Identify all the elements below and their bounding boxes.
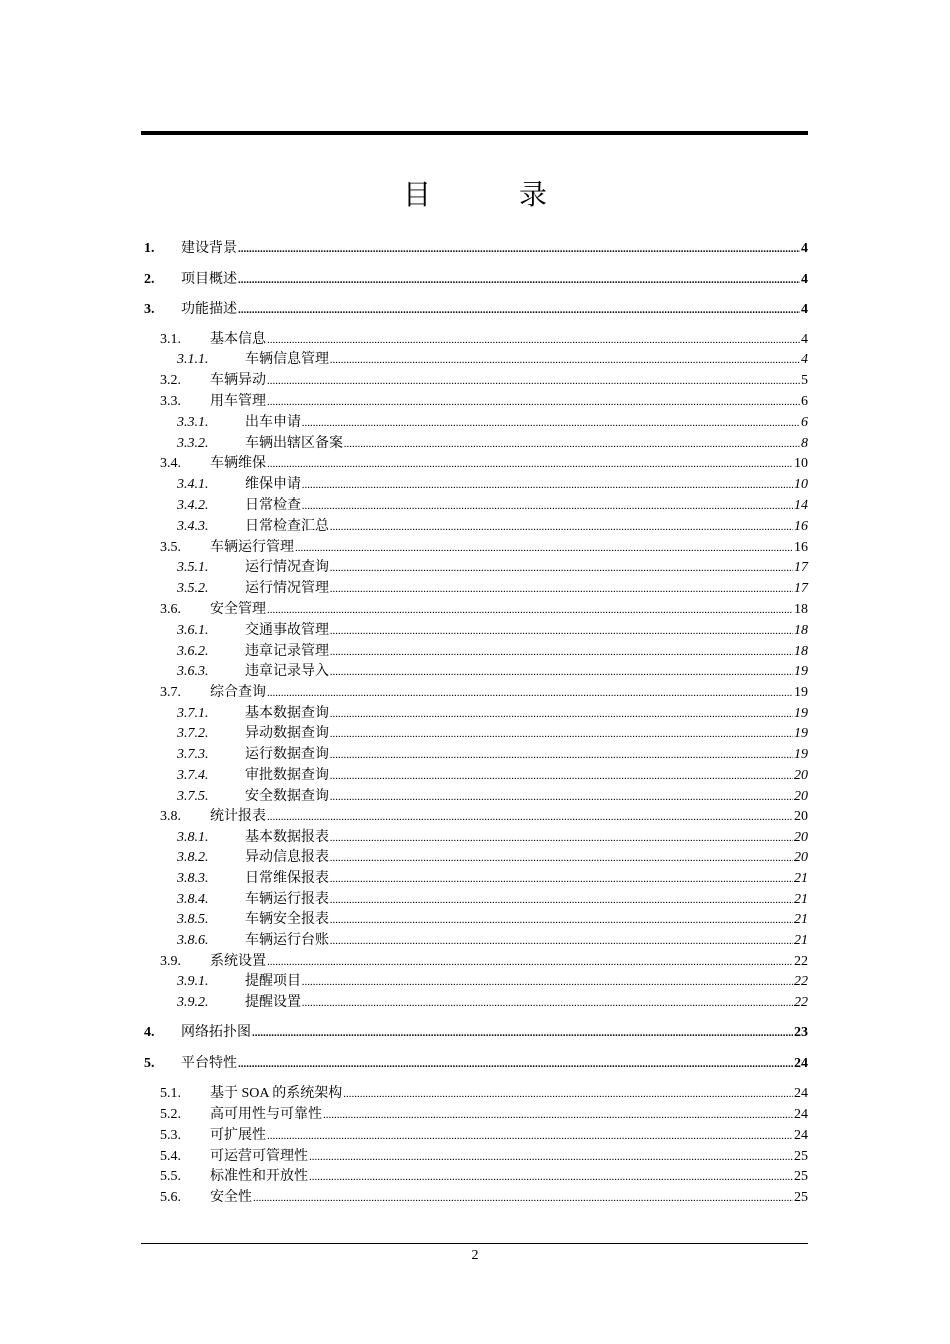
toc-entry-leader <box>343 1088 793 1100</box>
toc-entry-title: 车辆维保 <box>210 456 266 471</box>
toc-entry[interactable] <box>141 536 808 556</box>
toc-entry[interactable] <box>141 348 808 368</box>
toc-entry-title: 审批数据查询 <box>245 768 329 783</box>
toc-entry-page: 25 <box>794 1190 808 1205</box>
toc-entry-leader <box>267 1130 793 1142</box>
toc-entry-page: 23 <box>794 1025 808 1040</box>
toc-entry-number: 3.4.1. <box>177 477 209 492</box>
toc-entry[interactable] <box>141 702 808 722</box>
toc-entry-title: 可运营可管理性 <box>210 1149 308 1164</box>
toc-entry-title: 提醒项目 <box>245 974 301 989</box>
toc-entry[interactable] <box>141 722 808 742</box>
toc-entry[interactable] <box>141 494 808 514</box>
toc-entry-leader <box>330 832 793 844</box>
toc-entry-title: 提醒设置 <box>245 995 301 1010</box>
toc-entry-title: 功能描述 <box>181 302 237 317</box>
toc-entry-number: 3.8.6. <box>177 933 209 948</box>
toc-entry-title: 出车申请 <box>245 415 301 430</box>
toc-entry[interactable] <box>141 515 808 535</box>
toc-entry-leader <box>330 666 793 678</box>
toc-entry-number: 3.8. <box>160 809 181 824</box>
toc-entry-page: 22 <box>794 995 808 1010</box>
toc-entry-number: 3.7.1. <box>177 706 209 721</box>
toc-entry-leader <box>330 791 793 803</box>
toc-entry[interactable] <box>141 908 808 928</box>
toc-entry-leader <box>267 956 793 968</box>
toc-entry[interactable] <box>141 1145 808 1165</box>
toc-entry[interactable] <box>141 328 808 348</box>
toc-entry-page: 24 <box>794 1128 808 1143</box>
toc-entry-leader <box>344 438 800 450</box>
toc-entry-number: 3.4.3. <box>177 519 209 534</box>
toc-entry-leader <box>330 583 793 595</box>
toc-entry-page: 14 <box>794 498 808 513</box>
toc-entry-title: 基于 SOA 的系统架构 <box>210 1086 343 1101</box>
toc-entry-leader <box>330 562 793 574</box>
toc-entry[interactable] <box>141 556 808 576</box>
toc-entry-number: 3.4.2. <box>177 498 209 513</box>
toc-entry[interactable] <box>141 826 808 846</box>
toc-entry-title: 车辆运行管理 <box>210 540 294 555</box>
toc-entry-number: 5.2. <box>160 1107 181 1122</box>
toc-entry-number: 3.8.4. <box>177 892 209 907</box>
toc-entry-leader <box>302 976 793 988</box>
toc-entry[interactable] <box>141 268 808 288</box>
toc-entry-title: 可扩展性 <box>210 1128 266 1143</box>
toc-entry-number: 1. <box>144 241 155 256</box>
toc-entry[interactable] <box>141 432 808 452</box>
toc-entry-title: 日常检查汇总 <box>245 519 329 534</box>
toc-entry-page: 21 <box>794 871 808 886</box>
toc-entry-leader <box>238 304 800 316</box>
toc-entry[interactable] <box>141 452 808 472</box>
toc-entry[interactable] <box>141 764 808 784</box>
toc-entry-number: 3.5. <box>160 540 181 555</box>
toc-entry-leader <box>267 687 793 699</box>
toc-entry-page: 21 <box>794 892 808 907</box>
toc-entry[interactable] <box>141 681 808 701</box>
toc-entry-title: 项目概述 <box>181 272 237 287</box>
toc-entry-leader <box>253 1192 793 1204</box>
toc-entry-title: 车辆运行报表 <box>245 892 329 907</box>
toc-entry[interactable] <box>141 598 808 618</box>
toc-entry-number: 3. <box>144 302 155 317</box>
toc-entry-page: 16 <box>794 519 808 534</box>
toc-entry-title: 交通事故管理 <box>245 623 329 638</box>
toc-entry-number: 5.5. <box>160 1169 181 1184</box>
toc-entry-page: 6 <box>801 394 808 409</box>
toc-entry[interactable] <box>141 1103 808 1123</box>
toc-entry[interactable] <box>141 1186 808 1206</box>
toc-entry-number: 5.6. <box>160 1190 181 1205</box>
toc-entry-leader <box>330 354 800 366</box>
toc-entry-number: 5.3. <box>160 1128 181 1143</box>
page-title: 目 录 <box>402 180 577 211</box>
toc-entry[interactable] <box>141 970 808 990</box>
toc-entry-title: 异动数据查询 <box>245 726 329 741</box>
toc-entry[interactable] <box>141 805 808 825</box>
toc-entry-page: 10 <box>794 477 808 492</box>
toc-entry-page: 24 <box>794 1086 808 1101</box>
toc-entry-leader <box>238 1058 793 1070</box>
toc-entry-number: 3.8.2. <box>177 850 209 865</box>
toc-entry-title: 违章记录管理 <box>245 644 329 659</box>
toc-entry-page: 10 <box>794 456 808 471</box>
toc-entry[interactable] <box>141 743 808 763</box>
toc-entry[interactable] <box>141 390 808 410</box>
toc-entry[interactable] <box>141 929 808 949</box>
toc-entry-title: 网络拓扑图 <box>181 1025 251 1040</box>
toc-entry-leader <box>330 770 793 782</box>
toc-entry-page: 18 <box>794 644 808 659</box>
toc-entry-leader <box>252 1027 793 1039</box>
toc-entry-number: 3.6. <box>160 602 181 617</box>
toc-entry[interactable] <box>141 473 808 493</box>
toc-entry-number: 3.7. <box>160 685 181 700</box>
toc-entry-number: 3.2. <box>160 373 181 388</box>
toc-entry[interactable] <box>141 1021 808 1041</box>
toc-entry-leader <box>330 728 793 740</box>
toc-entry-leader <box>267 396 800 408</box>
toc-entry-title: 用车管理 <box>210 394 266 409</box>
toc-entry-leader <box>330 873 793 885</box>
toc-entry-leader <box>330 646 793 658</box>
toc-entry-page: 20 <box>794 789 808 804</box>
toc-entry-leader <box>330 935 793 947</box>
toc-entry-page: 17 <box>794 560 808 575</box>
toc-entry[interactable] <box>141 411 808 431</box>
toc-entry-title: 基本数据报表 <box>245 830 329 845</box>
toc-entry-page: 8 <box>801 436 808 451</box>
toc-entry-leader <box>267 811 793 823</box>
toc-entry-leader <box>309 1171 793 1183</box>
toc-entry-page: 22 <box>794 974 808 989</box>
toc-entry-number: 3.9.1. <box>177 974 209 989</box>
toc-entry-page: 6 <box>801 415 808 430</box>
page-number: 2 <box>471 1248 479 1263</box>
header-rule <box>141 131 808 135</box>
toc-entry-title: 运行数据查询 <box>245 747 329 762</box>
toc-entry-title: 统计报表 <box>210 809 266 824</box>
toc-entry-page: 17 <box>794 581 808 596</box>
toc-entry-title: 异动信息报表 <box>245 850 329 865</box>
toc-entry-leader <box>267 375 800 387</box>
toc-entry-number: 3.4. <box>160 456 181 471</box>
toc-entry[interactable] <box>141 1124 808 1144</box>
toc-entry-title: 基本信息 <box>210 332 266 347</box>
toc-entry-number: 3.3.1. <box>177 415 209 430</box>
toc-entry-page: 4 <box>801 241 808 256</box>
toc-entry-title: 车辆运行台账 <box>245 933 329 948</box>
toc-entry-number: 5.1. <box>160 1086 181 1101</box>
toc-entry-title: 运行情况管理 <box>245 581 329 596</box>
toc-entry-title: 安全管理 <box>210 602 266 617</box>
toc-entry-title: 运行情况查询 <box>245 560 329 575</box>
toc-entry-number: 5. <box>144 1056 155 1071</box>
toc-entry-title: 平台特性 <box>181 1056 237 1071</box>
toc-entry[interactable] <box>141 369 808 389</box>
toc-entry-number: 3.6.1. <box>177 623 209 638</box>
toc-entry-page: 19 <box>794 685 808 700</box>
toc-entry-page: 20 <box>794 809 808 824</box>
toc-entry-number: 3.8.3. <box>177 871 209 886</box>
toc-entry-page: 18 <box>794 623 808 638</box>
toc-entry-page: 21 <box>794 912 808 927</box>
toc-entry[interactable] <box>141 867 808 887</box>
toc-entry-page: 24 <box>794 1056 808 1071</box>
toc-entry-number: 3.9. <box>160 954 181 969</box>
toc-entry-title: 日常维保报表 <box>245 871 329 886</box>
toc-entry-leader <box>302 479 793 491</box>
toc-entry-leader <box>330 708 793 720</box>
toc-entry-number: 3.7.3. <box>177 747 209 762</box>
toc-entry[interactable] <box>141 237 808 257</box>
toc-entry-number: 3.3.2. <box>177 436 209 451</box>
toc-entry-number: 3.7.2. <box>177 726 209 741</box>
toc-entry-number: 5.4. <box>160 1149 181 1164</box>
toc-entry-leader <box>330 625 793 637</box>
toc-entry-page: 25 <box>794 1149 808 1164</box>
toc-entry-title: 违章记录导入 <box>245 664 329 679</box>
toc-entry-page: 19 <box>794 664 808 679</box>
toc-entry-page: 19 <box>794 706 808 721</box>
toc-entry-page: 16 <box>794 540 808 555</box>
toc-entry[interactable] <box>141 1052 808 1072</box>
toc-entry-title: 维保申请 <box>245 477 301 492</box>
toc-entry-page: 20 <box>794 768 808 783</box>
toc-entry-title: 高可用性与可靠性 <box>210 1107 322 1122</box>
toc-entry-number: 3.8.5. <box>177 912 209 927</box>
toc-entry-leader <box>267 334 800 346</box>
toc-entry-leader <box>267 458 793 470</box>
toc-entry-leader <box>330 521 793 533</box>
toc-entry-number: 3.8.1. <box>177 830 209 845</box>
toc-entry-page: 5 <box>801 373 808 388</box>
toc-entry-number: 3.6.2. <box>177 644 209 659</box>
toc-entry-leader <box>302 417 800 429</box>
toc-entry-page: 24 <box>794 1107 808 1122</box>
toc-entry-title: 车辆安全报表 <box>245 912 329 927</box>
toc-entry-title: 安全性 <box>210 1190 252 1205</box>
toc-entry-page: 20 <box>794 850 808 865</box>
toc-entry[interactable] <box>141 1165 808 1185</box>
toc-entry[interactable] <box>141 846 808 866</box>
toc-entry-number: 3.1.1. <box>177 352 209 367</box>
toc-entry-title: 建设背景 <box>181 241 237 256</box>
toc-entry-page: 25 <box>794 1169 808 1184</box>
toc-entry-page: 19 <box>794 726 808 741</box>
toc-entry[interactable] <box>141 577 808 597</box>
toc-entry-leader <box>330 852 793 864</box>
toc-entry-number: 2. <box>144 272 155 287</box>
toc-entry[interactable] <box>141 888 808 908</box>
toc-entry-leader <box>295 542 793 554</box>
toc-entry-leader <box>323 1109 793 1121</box>
toc-entry-title: 安全数据查询 <box>245 789 329 804</box>
toc-entry-title: 车辆出辖区备案 <box>245 436 343 451</box>
footer-rule <box>141 1243 808 1244</box>
toc-entry-title: 系统设置 <box>210 954 266 969</box>
toc-entry-leader <box>302 500 793 512</box>
toc-entry[interactable] <box>141 950 808 970</box>
toc-entry-leader <box>238 274 800 286</box>
toc-entry-number: 3.5.1. <box>177 560 209 575</box>
toc-entry[interactable] <box>141 660 808 680</box>
toc-entry-number: 3.9.2. <box>177 995 209 1010</box>
toc-entry[interactable] <box>141 640 808 660</box>
toc-entry-number: 3.1. <box>160 332 181 347</box>
toc-entry-leader <box>330 749 793 761</box>
toc-entry-page: 22 <box>794 954 808 969</box>
toc-entry-number: 4. <box>144 1025 155 1040</box>
toc-entry-number: 3.6.3. <box>177 664 209 679</box>
toc-entry[interactable] <box>141 785 808 805</box>
toc-entry[interactable] <box>141 298 808 318</box>
toc-entry-page: 21 <box>794 933 808 948</box>
toc-entry-leader <box>267 604 793 616</box>
toc-entry-leader <box>302 997 793 1009</box>
toc-entry-title: 车辆信息管理 <box>245 352 329 367</box>
toc-entry-page: 20 <box>794 830 808 845</box>
toc-entry-title: 标准性和开放性 <box>210 1169 308 1184</box>
toc-entry[interactable] <box>141 991 808 1011</box>
toc-entry-number: 3.7.5. <box>177 789 209 804</box>
toc-entry-leader <box>238 243 800 255</box>
toc-entry-page: 4 <box>801 302 808 317</box>
toc-entry-page: 18 <box>794 602 808 617</box>
toc-entry-leader <box>330 914 793 926</box>
toc-entry-title: 日常检查 <box>245 498 301 513</box>
toc-entry-page: 19 <box>794 747 808 762</box>
toc-entry-leader <box>330 894 793 906</box>
toc-entry-number: 3.5.2. <box>177 581 209 596</box>
toc-entry-title: 基本数据查询 <box>245 706 329 721</box>
toc-entry-title: 综合查询 <box>210 685 266 700</box>
toc-entry-leader <box>309 1151 793 1163</box>
toc-entry-title: 车辆异动 <box>210 373 266 388</box>
toc-entry-number: 3.3. <box>160 394 181 409</box>
toc-entry-page: 4 <box>801 332 808 347</box>
toc-entry[interactable] <box>141 619 808 639</box>
toc-entry-page: 4 <box>801 272 808 287</box>
toc-entry-page: 4 <box>801 352 808 367</box>
toc-entry-number: 3.7.4. <box>177 768 209 783</box>
toc-entry[interactable] <box>141 1082 808 1102</box>
